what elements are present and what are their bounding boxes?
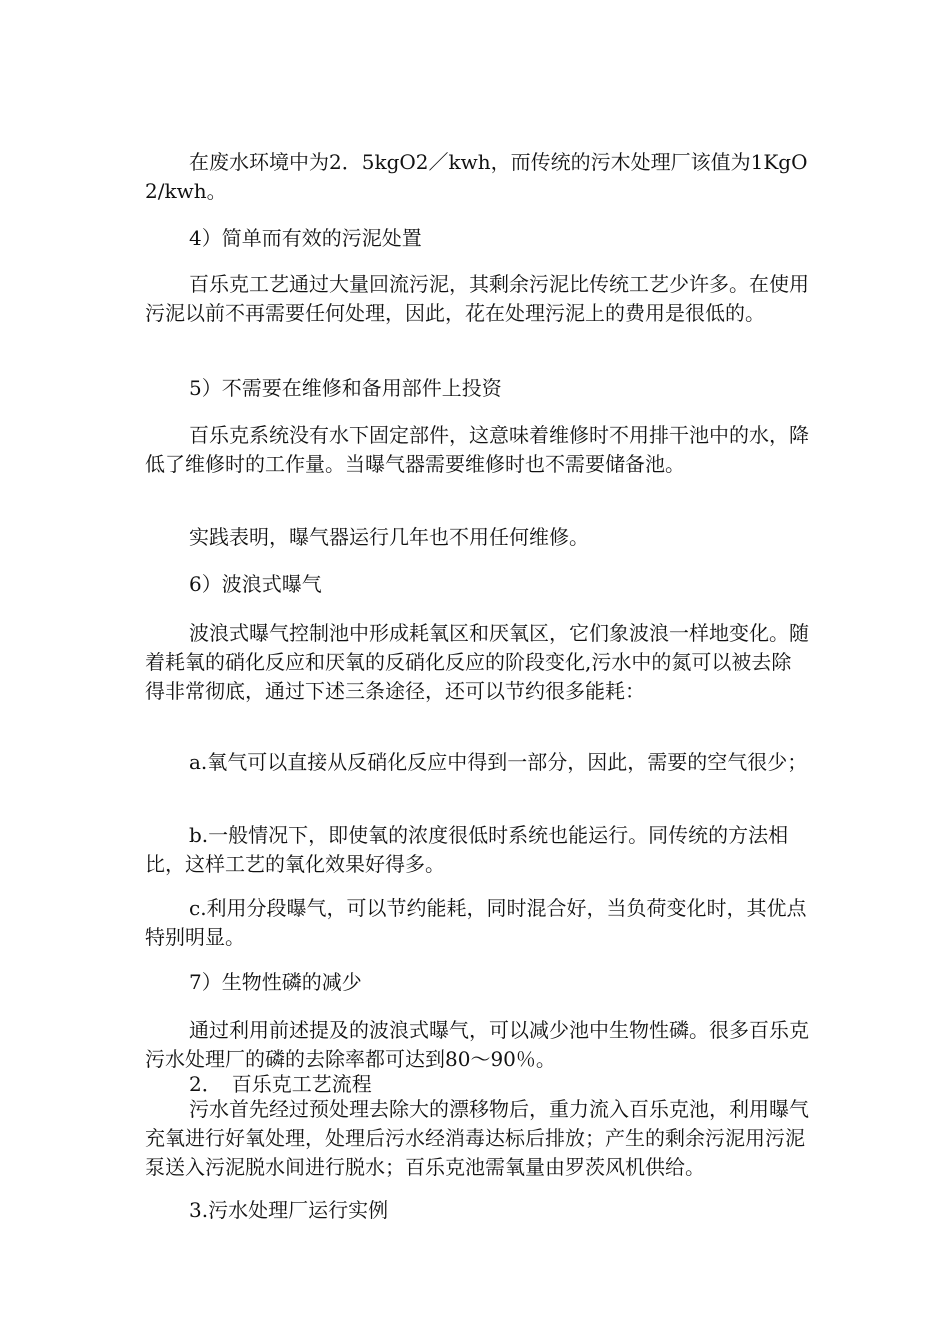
list-item-b: b.一般情况下，即使氧的浓度很低时系统也能运行。同传统的方法相比，这样工艺的氧化效果好得多。 [145,823,789,876]
paragraph-practice: 实践表明，曝气器运行几年也不用任何维修。 [189,525,589,549]
paragraph-maintenance: 百乐克系统没有水下固定部件，这意味着维修时不用排干池中的水，降低了维修时的工作量。当曝气器需要维修时也不需要储备池。 [145,423,809,476]
heading-phosphorus: 7）生物性磷的减少 [189,970,362,994]
heading-plant-example: 3.污水处理厂运行实例 [189,1198,389,1222]
paragraph-sludge-disposal: 百乐克工艺通过大量回流污泥，其剩余污泥比传统工艺少许多。在使用污泥以前不再需要任何处理，因此，花在处理污泥上的费用是很低的。 [145,272,809,325]
heading-sludge-disposal: 4）简单而有效的污泥处置 [189,226,422,250]
paragraph-phosphorus: 通过利用前述提及的波浪式曝气，可以减少池中生物性磷。很多百乐克污水处理厂的磷的去除率都可达到80～90％。 [145,1018,809,1071]
heading-process-flow: 2． 百乐克工艺流程 [189,1072,372,1096]
list-item-a: a.氧气可以直接从反硝化反应中得到一部分，因此，需要的空气很少； [189,750,808,774]
paragraph-process-flow: 污水首先经过预处理去除大的漂移物后，重力流入百乐克池，利用曝气充氧进行好氧处理，处理后污水经消毒达标后排放；产生的剩余污泥用污泥泵送入污泥脱水间进行脱水；百乐克池需氧量由罗茨风机供给。 [145,1097,809,1179]
heading-wave-aeration: 6）波浪式曝气 [189,572,322,596]
paragraph-efficiency: 在废水环境中为2．5kgO2／kwh，而传统的污木处理厂该值为1KgO2/kwh。 [145,150,808,203]
paragraph-wave-aeration: 波浪式曝气控制池中形成耗氧区和厌氧区，它们象波浪一样地变化。随着耗氧的硝化反应和厌氧的反硝化反应的阶段变化,污水中的氮可以被去除得非常彻底，通过下述三条途径，还可以节约很多能耗： [145,621,809,703]
list-item-c: c.利用分段曝气，可以节约能耗，同时混合好，当负荷变化时，其优点特别明显。 [145,896,807,949]
heading-maintenance: 5）不需要在维修和备用部件上投资 [189,376,502,400]
